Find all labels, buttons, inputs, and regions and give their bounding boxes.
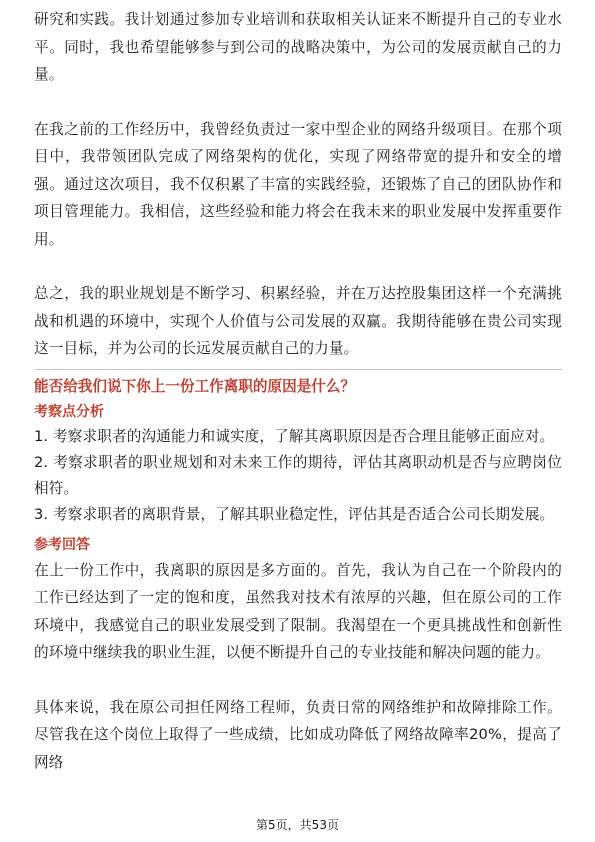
intro-paragraph-2: 在我之前的工作经历中，我曾经负责过一家中型企业的网络升级项目。在那个项目中，我带领团队完成了网络架构的优化，实现了网络带宽的提升和安全的增强。通过这次项目，我不仅积累了丰富的实践经验，还锻炼了自己的团队协作和项目管理能力。我相信，这些经验和能力将会在我未来的职业发展中发挥重要作用。 xyxy=(34,120,562,248)
intro-paragraph-3: 总之，我的职业规划是不断学习、积累经验，并在万达控股集团这样一个充满挑战和机遇的环境中，实现个人价值与公司发展的双赢。我期待能够在贵公司实现这一目标，并为公司的长远发展贡献自己的力量。 xyxy=(34,285,562,357)
analysis-item: 3. 考察求职者的离职背景，了解其职业稳定性，评估其是否适合公司长期发展。 xyxy=(34,505,555,523)
section-divider xyxy=(34,369,562,370)
answer-paragraph-1: 在上一份工作中，我离职的原因是多方面的。首先，我认为自己在一个阶段内的工作已经达到了一定的饱和度，虽然我对技术有浓厚的兴趣，但在原公司的工作环境中，我感觉自己的职业发展受到了限制。我渴望在一个更具挑战性和创新性的环境中继续我的职业生涯，以便不断提升自己的专业技能和解决问题的能力。 xyxy=(34,561,562,661)
analysis-item: 1. 考察求职者的沟通能力和诚实度，了解其离职原因是否合理且能够正面应对。 xyxy=(34,427,555,445)
page-number-footer: 第5页，共53页 xyxy=(256,818,339,832)
document-page xyxy=(34,6,562,776)
intro-paragraph-1: 研究和实践。我计划通过参加专业培训和获取相关认证来不断提升自己的专业水平。同时，我也希望能够参与到公司的战略决策中，为公司的发展贡献自己的力量。 xyxy=(34,11,562,83)
answer-heading: 参考回答 xyxy=(34,536,90,553)
analysis-list xyxy=(34,424,562,528)
answer-paragraph-2: 具体来说，我在原公司担任网络工程师，负责日常的网络维护和故障排除工作。尽管我在这个岗位上取得了一些成绩，比如成功降低了网络故障率20%，提高了网络 xyxy=(34,698,562,771)
analysis-item: 2. 考察求职者的职业规划和对未来工作的期待，评估其离职动机是否与应聘岗位相符。 xyxy=(34,453,562,497)
interview-question: 能否给我们说下你上一份工作离职的原因是什么？ xyxy=(34,377,356,395)
analysis-heading: 考察点分析 xyxy=(34,403,104,420)
